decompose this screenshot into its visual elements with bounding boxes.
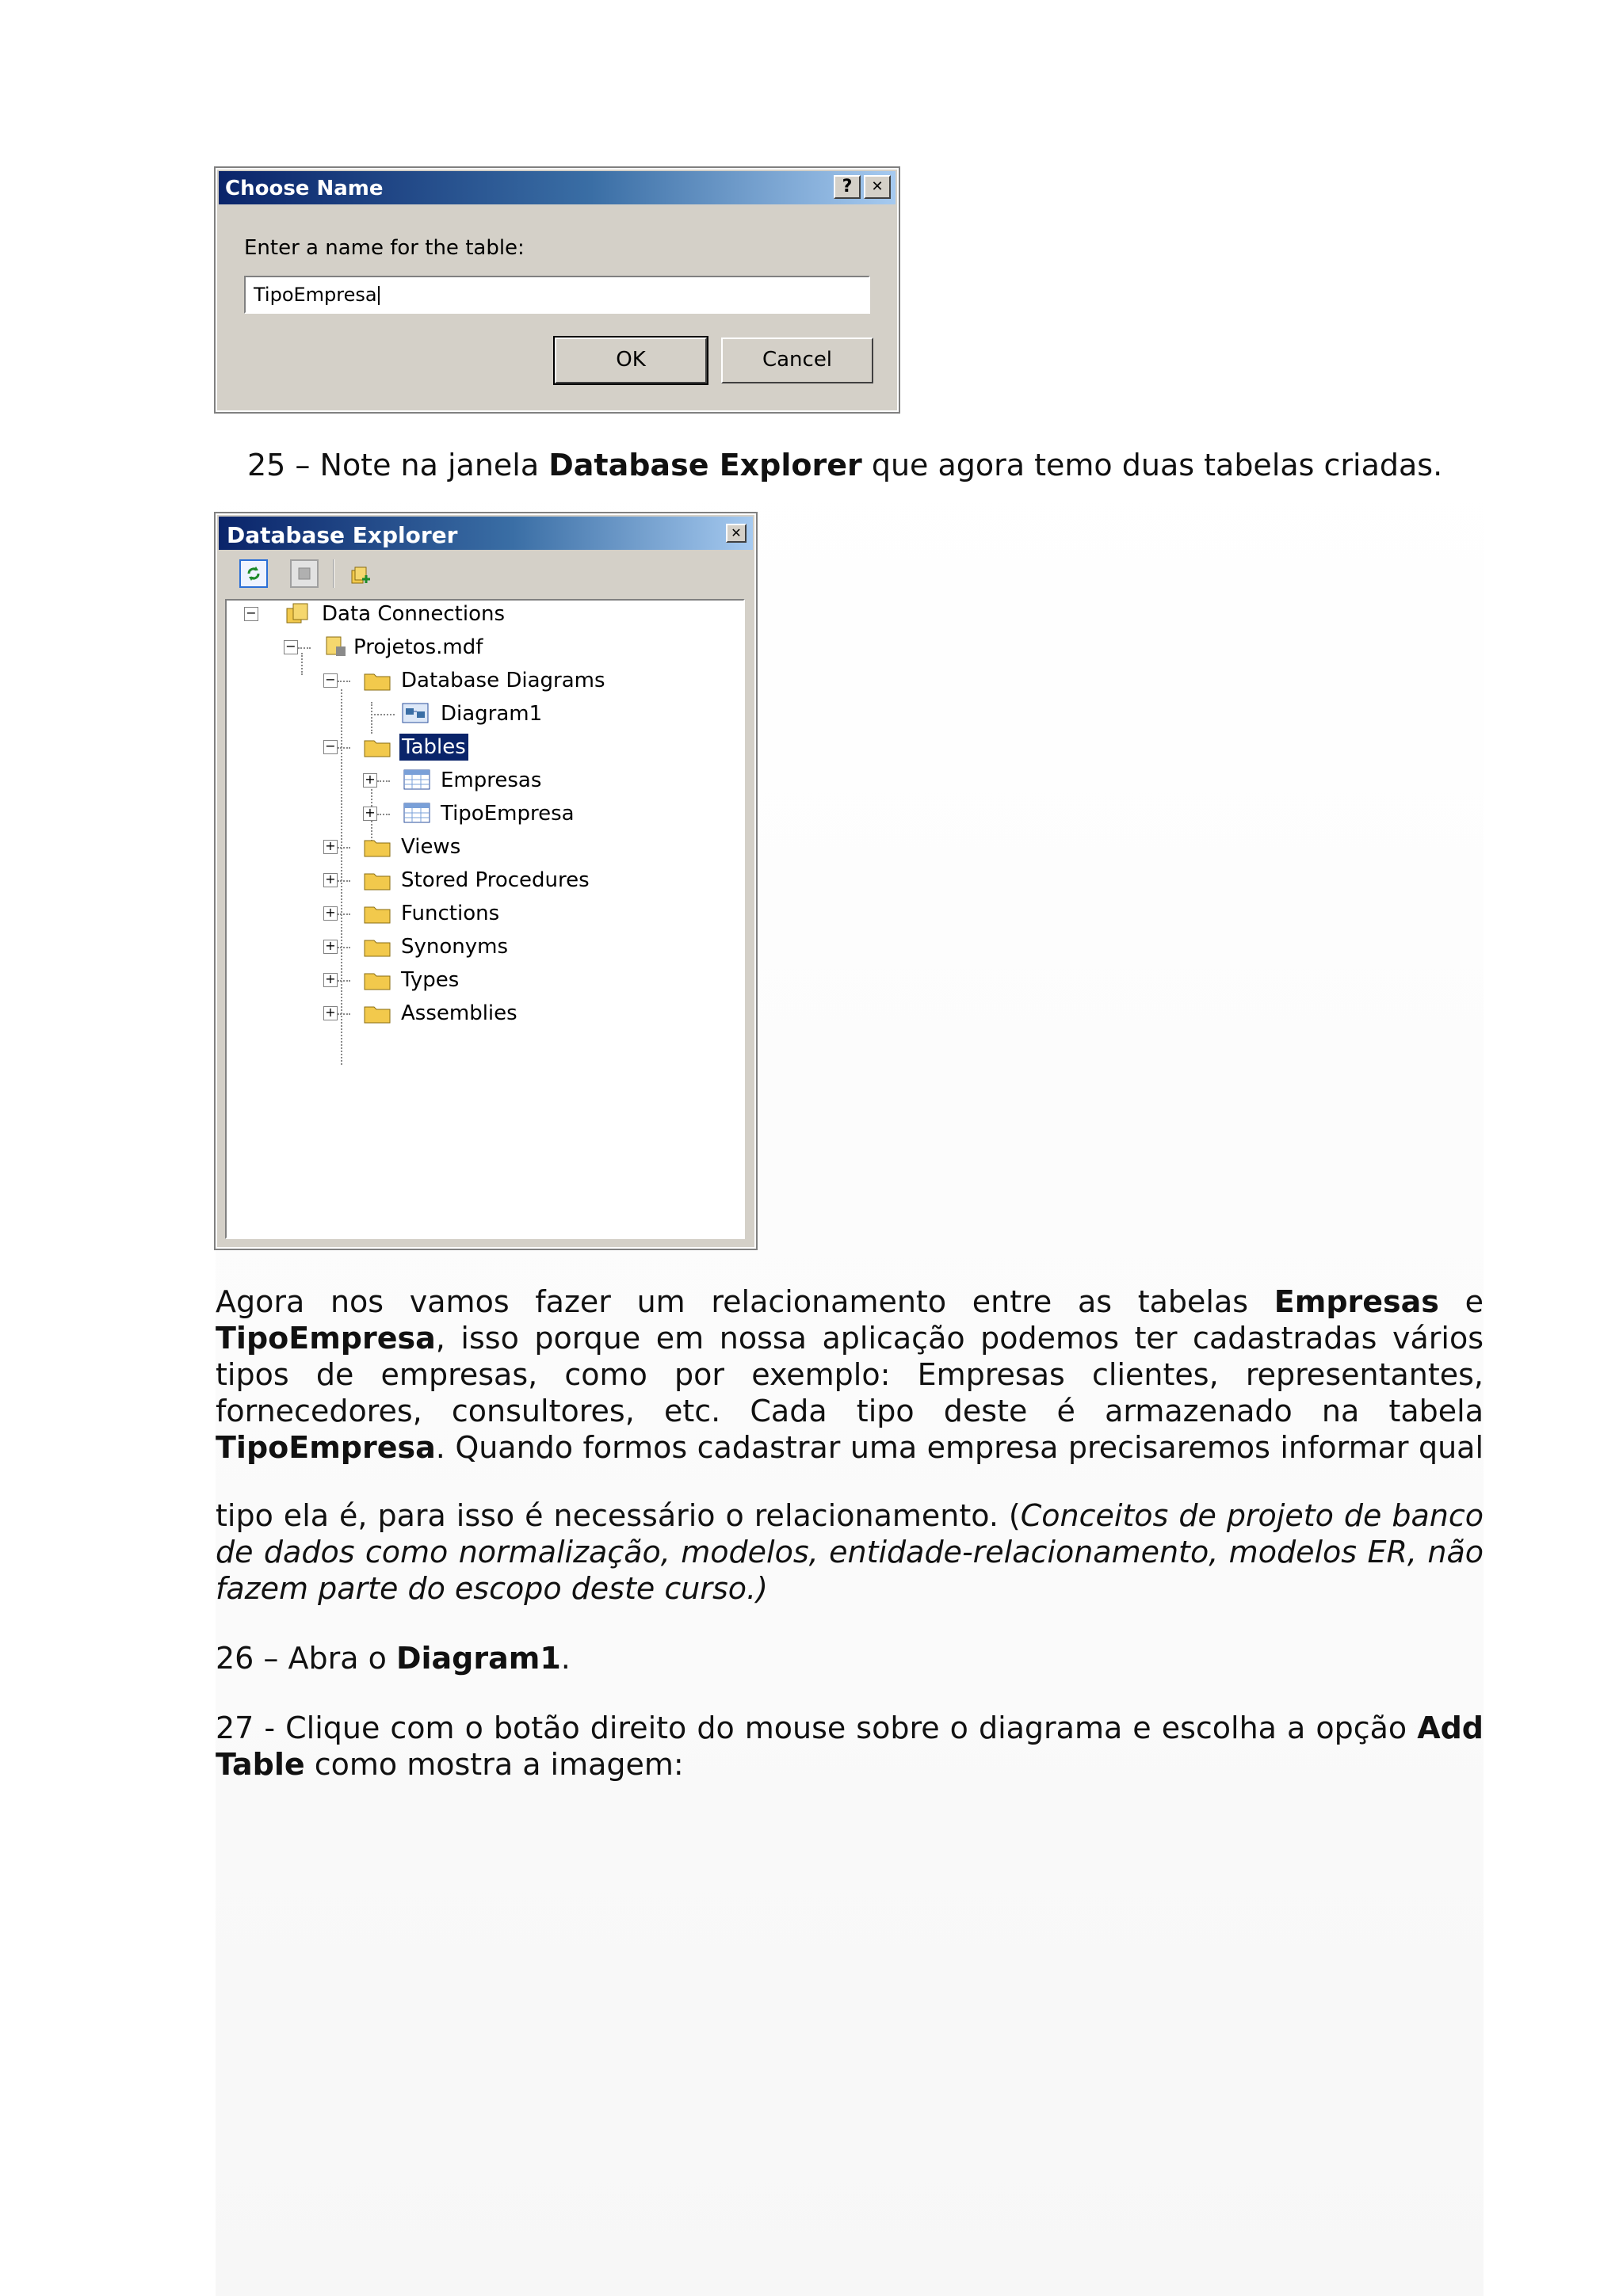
tree-line bbox=[338, 980, 350, 982]
tree-node-types[interactable] bbox=[323, 967, 656, 994]
collapse-toggle[interactable]: − bbox=[244, 607, 258, 621]
folder-icon bbox=[363, 936, 391, 958]
dialog-titlebar bbox=[219, 171, 896, 204]
table-icon bbox=[403, 769, 431, 791]
toolbar-separator bbox=[333, 559, 334, 588]
tree-label: Types bbox=[401, 968, 460, 992]
folder-icon bbox=[363, 1002, 391, 1024]
expand-toggle[interactable]: + bbox=[363, 773, 377, 788]
tree-label: Database Diagrams bbox=[401, 669, 605, 692]
folder-icon bbox=[363, 902, 391, 925]
tree-label: Views bbox=[401, 835, 461, 859]
refresh-icon[interactable] bbox=[239, 559, 268, 588]
expand-toggle[interactable]: + bbox=[323, 940, 338, 954]
tree-line bbox=[338, 880, 350, 882]
database-file-icon bbox=[323, 635, 352, 658]
data-connections-icon bbox=[285, 602, 314, 624]
explorer-title: Database Explorer bbox=[227, 522, 458, 548]
folder-icon bbox=[363, 736, 391, 758]
step-25-text: 25 – Note na janela Database Explorer que agora temo duas tabelas criadas. bbox=[247, 448, 1443, 482]
table-name-value: TipoEmpresa bbox=[254, 284, 377, 306]
tree-line bbox=[338, 681, 350, 682]
table-icon bbox=[403, 802, 431, 824]
tree-label: Assemblies bbox=[401, 1001, 517, 1025]
tree-line bbox=[377, 814, 390, 815]
tree-node-functions[interactable] bbox=[323, 900, 656, 927]
connect-icon[interactable] bbox=[346, 559, 374, 588]
tree-node-synonyms[interactable] bbox=[323, 933, 656, 960]
dialog-title: Choose Name bbox=[225, 177, 384, 200]
help-button[interactable]: ? bbox=[834, 175, 861, 199]
collapse-toggle[interactable]: − bbox=[284, 640, 298, 654]
tree-line bbox=[338, 747, 350, 749]
name-prompt-label: Enter a name for the table: bbox=[244, 236, 525, 260]
database-explorer-panel bbox=[216, 513, 756, 1249]
tree-line bbox=[338, 947, 350, 948]
expand-toggle[interactable]: + bbox=[363, 807, 377, 821]
close-button[interactable]: ✕ bbox=[864, 175, 891, 199]
tree-node-tipoempresa[interactable] bbox=[363, 800, 680, 827]
tree-label: Stored Procedures bbox=[401, 868, 590, 892]
step-26-text: 26 – Abra o Diagram1. bbox=[216, 1641, 571, 1676]
expand-toggle[interactable]: + bbox=[323, 873, 338, 887]
tree-node-stored-procedures[interactable] bbox=[323, 867, 656, 894]
ok-button[interactable]: OK bbox=[555, 338, 707, 383]
choose-name-dialog bbox=[216, 168, 899, 412]
explorer-toolbar bbox=[219, 551, 753, 596]
folder-icon bbox=[363, 836, 391, 858]
tree-line bbox=[338, 1013, 350, 1015]
folder-icon bbox=[363, 669, 391, 692]
tree-node-diagram1[interactable] bbox=[353, 700, 670, 727]
tree-node-views[interactable] bbox=[323, 833, 656, 860]
tree-line bbox=[338, 847, 350, 849]
text-caret bbox=[378, 286, 380, 305]
tree-label: Synonyms bbox=[401, 935, 509, 959]
paragraph-relacionamento: Agora nos vamos fazer um relacionamento entre as tabelas Empresas e TipoEmpresa, isso porque em nossa aplicação podemos ter cadastradas vários tipos de empresas, como por exemplo: Empresas clientes, representantes, fornecedores, consultores, etc. Cada tipo deste é armazenado na tabela TipoEmpresa. Quando formos cadastrar uma empresa precisaremos informar qual bbox=[216, 1284, 1484, 1465]
diagram-icon bbox=[401, 702, 430, 724]
cancel-button[interactable]: Cancel bbox=[721, 338, 873, 383]
tree-node-empresas[interactable] bbox=[363, 767, 680, 794]
collapse-toggle[interactable]: − bbox=[323, 740, 338, 754]
paragraph-tipo: tipo ela é, para isso é necessário o relacionamento. (Conceitos de projeto de banco de dados como normalização, modelos, entidade-relacionamento, modelos ER, não fazem parte do escopo deste curso.) bbox=[216, 1498, 1484, 1606]
tree-node-data-connections[interactable] bbox=[244, 601, 561, 627]
tree-node-tables[interactable] bbox=[323, 734, 656, 761]
expand-toggle[interactable]: + bbox=[323, 1006, 338, 1020]
tree-line bbox=[338, 913, 350, 915]
explorer-tree bbox=[225, 599, 745, 1239]
tree-label: Diagram1 bbox=[441, 702, 543, 726]
tree-label: TipoEmpresa bbox=[441, 802, 575, 826]
tree-node-projetos[interactable] bbox=[284, 634, 601, 661]
tree-line bbox=[298, 647, 311, 649]
folder-icon bbox=[363, 969, 391, 991]
expand-toggle[interactable]: + bbox=[323, 906, 338, 921]
expand-toggle[interactable]: + bbox=[323, 840, 338, 854]
tree-line bbox=[377, 780, 390, 782]
step-27-text: 27 - Clique com o botão direito do mouse sobre o diagrama e escolha a opção Add Table como mostra a imagem: bbox=[216, 1711, 1484, 1782]
tree-label: Functions bbox=[401, 902, 500, 925]
collapse-toggle[interactable]: − bbox=[323, 673, 338, 688]
table-name-input[interactable] bbox=[244, 276, 870, 314]
tree-label: Projetos.mdf bbox=[353, 635, 483, 659]
tree-line bbox=[371, 714, 395, 715]
explorer-titlebar bbox=[219, 517, 753, 550]
stop-icon[interactable] bbox=[290, 559, 319, 588]
tree-node-assemblies[interactable] bbox=[323, 1000, 656, 1027]
tree-label: Data Connections bbox=[322, 602, 506, 626]
explorer-close-button[interactable]: ✕ bbox=[726, 524, 747, 543]
tree-label-selected: Tables bbox=[399, 734, 468, 761]
expand-toggle[interactable]: + bbox=[323, 973, 338, 987]
tree-label: Empresas bbox=[441, 769, 542, 792]
folder-icon bbox=[363, 869, 391, 891]
tree-node-database-diagrams[interactable] bbox=[323, 667, 656, 694]
